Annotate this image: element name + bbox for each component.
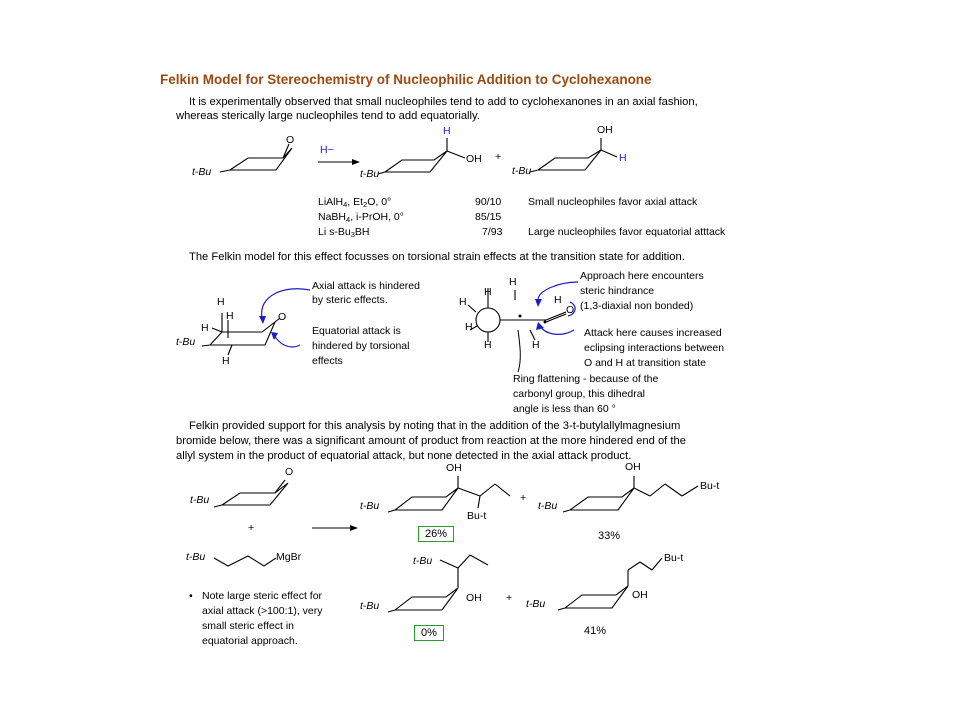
equatorial-note-2: hindered by torsional [312, 340, 410, 352]
model-h-1: H [217, 296, 225, 308]
ring-note-1: Ring flattening - because of the [513, 373, 659, 385]
table-row-3-ratio: 7/93 [482, 226, 503, 238]
product1-tbu-label: t-Bu [360, 168, 380, 180]
page-title: Felkin Model for Stereochemistry of Nucleophilic Addition to Cyclohexanone [160, 72, 652, 87]
table-row-1-note: Small nucleophiles favor axial attack [528, 196, 698, 208]
attack-note-2: eclipsing interactions between [584, 342, 725, 354]
note-line-1: Note large steric effect for [202, 590, 323, 602]
prod4-oh: OH [632, 589, 648, 601]
prod3-tbu: t-Bu [360, 600, 380, 612]
newman-h-4: H [465, 321, 473, 333]
note-bullet: • [189, 590, 193, 602]
newman-h-7: H [554, 294, 562, 306]
prod3-tbu-top: t-Bu [413, 555, 433, 567]
table-row-2-reagent: NaBH$_4$, i-PrOH, 0° [318, 211, 404, 224]
newman-h-5: H [484, 339, 492, 351]
support-line-1: Felkin provided support for this analysis by noting that in the addition of the 3-t-butylallylmagnesium [189, 420, 681, 432]
model-oxygen: O [278, 311, 287, 323]
newman-oxygen: O [566, 304, 575, 316]
s2-plus: + [248, 522, 255, 534]
prod3-oh: OH [466, 592, 482, 604]
support-line-3: allyl system in the product of equatorial attack, but none detected in the axial attack product. [176, 450, 632, 462]
newman-h-1: H [484, 286, 492, 298]
model-h-2: H [226, 310, 234, 322]
plus-1: + [520, 492, 527, 504]
table-row-3-note: Large nucleophiles favor equatorial atttack [528, 226, 726, 238]
sm-oxygen-label: O [286, 134, 295, 146]
prod2-oh: OH [625, 461, 641, 473]
ring-note-3: angle is less than 60 ° [513, 403, 616, 415]
note-line-2: axial attack (>100:1), very [202, 605, 323, 617]
attack-note-1: Attack here causes increased [584, 327, 722, 339]
model-tbu-label: t-Bu [176, 336, 196, 348]
note-line-3: small steric effect in [202, 620, 295, 632]
s2-sm-tbu: t-Bu [190, 494, 210, 506]
prod1-oh: OH [446, 462, 462, 474]
axial-note-2: by steric effects. [312, 294, 388, 306]
table-row-1-reagent: LiAlH$_4$, $Et_2O$, 0° [318, 196, 392, 209]
note-line-4: equatorial approach. [202, 635, 298, 647]
product2-oh-label: OH [597, 124, 613, 136]
approach-note-3: (1,3-diaxial non bonded) [580, 300, 694, 312]
prod2-tbu: t-Bu [538, 500, 558, 512]
newman-h-2: H [509, 276, 517, 288]
table-row-1-ratio: 90/10 [475, 196, 502, 208]
plus-sign: + [495, 151, 502, 163]
product1-h-label: H [443, 125, 451, 137]
approach-note-2: steric hindrance [580, 285, 655, 297]
prod4-yield: 41% [584, 625, 607, 637]
approach-note-1: Approach here encounters [580, 270, 704, 282]
prod3-yield: 0% [414, 625, 444, 641]
table-row-2-ratio: 85/15 [475, 211, 502, 223]
product1-oh-label: OH [466, 153, 482, 165]
prod1-tbu: t-Bu [360, 500, 380, 512]
plus-2: + [506, 592, 513, 604]
ring-note-2: carbonyl group, this dihedral [513, 388, 645, 400]
prod1-yield: 26% [418, 526, 454, 542]
hydride-reagent: H− [320, 144, 334, 156]
felkin-model-text: The Felkin model for this effect focusses on torsional strain effects at the transition state for addition. [189, 251, 685, 263]
grignard-mgbr: MgBr [276, 551, 302, 563]
intro-line-2: whereas sterically large nucleophiles tend to add equatorially. [176, 110, 480, 122]
model-h-4: H [222, 355, 230, 367]
prod2-bu: Bu-t [700, 480, 720, 492]
prod2-yield: 33% [598, 530, 621, 542]
product2-tbu-label: t-Bu [512, 165, 532, 177]
prod1-bu: Bu-t [467, 510, 487, 522]
sm-tbu-label: t-Bu [192, 166, 212, 178]
prod4-tbu: t-Bu [526, 598, 546, 610]
axial-note-1: Axial attack is hindered [312, 280, 420, 292]
newman-h-3: H [459, 296, 467, 308]
product2-h-label: H [619, 152, 627, 164]
attack-note-3: O and H at transition state [584, 357, 706, 369]
table-row-3-reagent: Li $s-Bu_3BH$ [318, 226, 370, 239]
support-line-2: bromide below, there was a significant amount of product from reaction at the more hindered end of the [176, 435, 686, 447]
equatorial-note-3: effects [312, 355, 343, 367]
model-h-3: H [201, 322, 209, 334]
equatorial-note-1: Equatorial attack is [312, 325, 401, 337]
newman-h-6: H [532, 339, 540, 351]
grignard-tbu: t-Bu [186, 551, 206, 563]
s2-sm-oxygen: O [285, 466, 294, 478]
prod4-bu: Bu-t [664, 552, 684, 564]
intro-line-1: It is experimentally observed that small nucleophiles tend to add to cyclohexanones in an axial fashion, [189, 96, 698, 108]
